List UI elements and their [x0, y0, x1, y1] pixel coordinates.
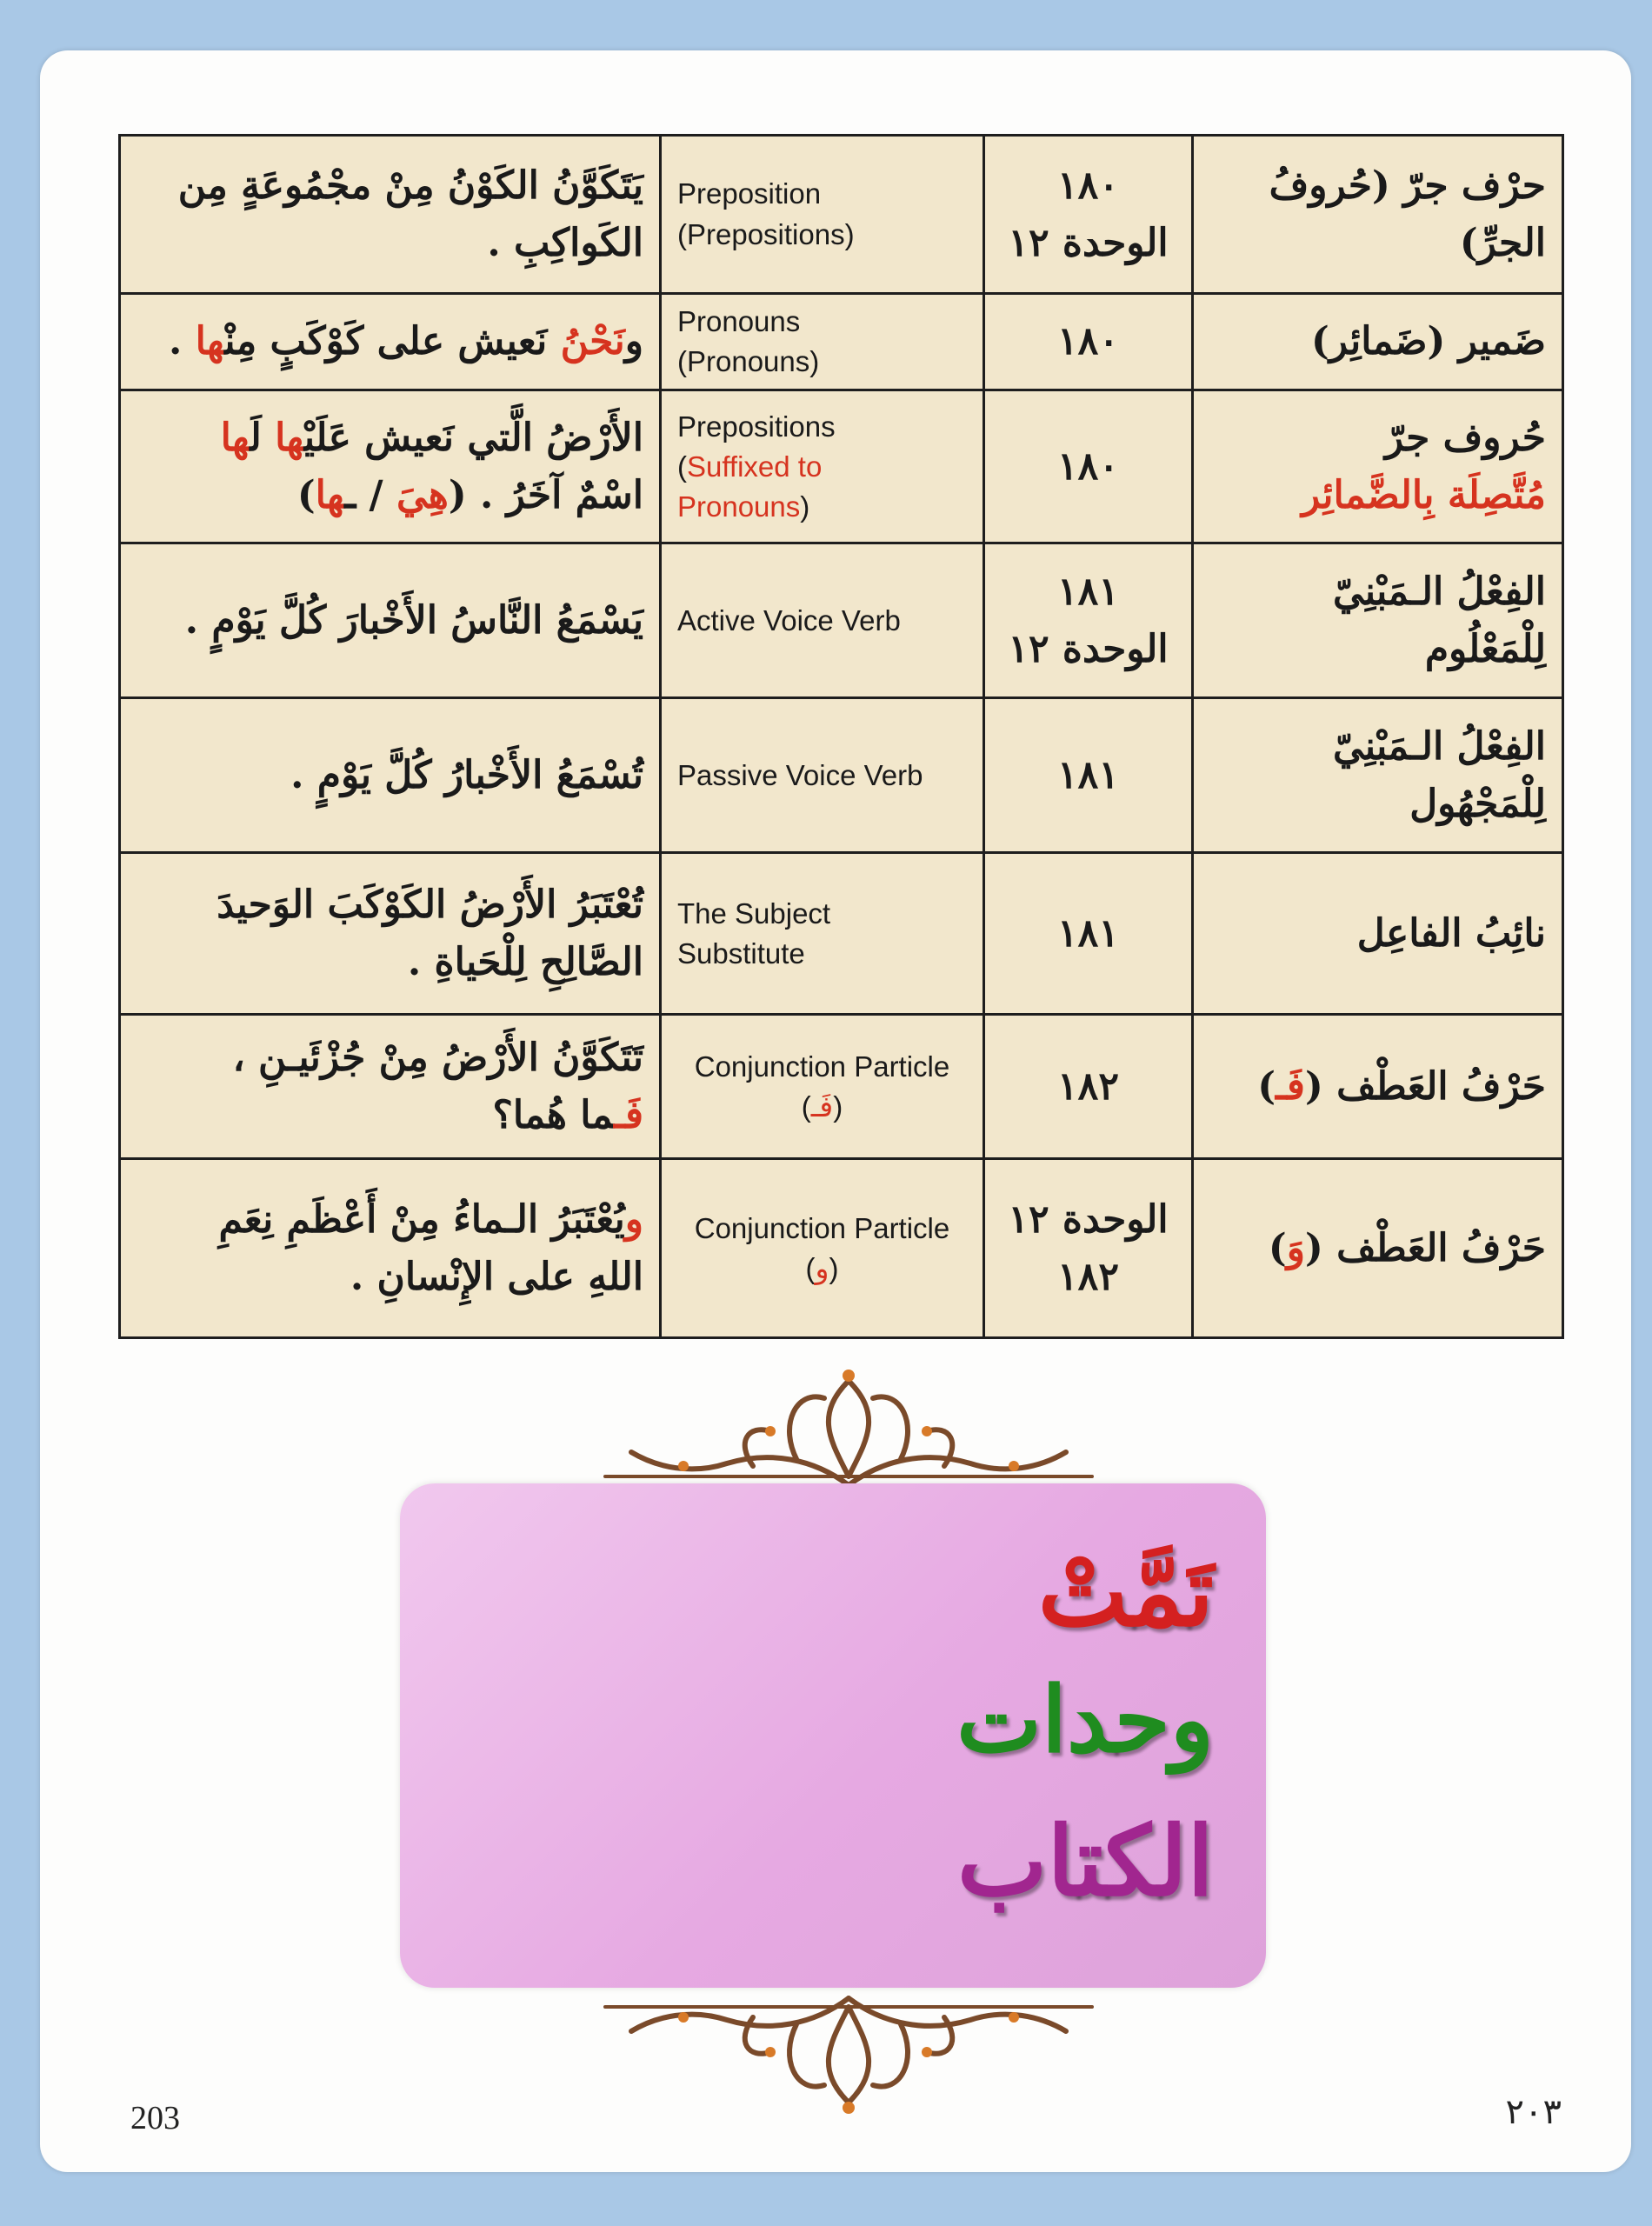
- banner-line-2: وحدات: [956, 1666, 1214, 1773]
- term-cell: الفِعْلُ الـمَبْنِيّ لِلْمَجْهُول: [1193, 698, 1563, 853]
- table-row: [120, 390, 1563, 543]
- english-cell: Conjunction Particle (فَـ): [661, 1015, 984, 1159]
- vocabulary-table: [118, 134, 1564, 1339]
- page-reference-cell: الوحدة ١٢ ١٨٢: [984, 1159, 1193, 1338]
- example-cell: تَتَكَوَّنُ الأَرْضُ مِنْ جُزْئَيـنِ ، فَـما هُما؟: [120, 1015, 661, 1159]
- page-reference-cell: ١٨٠: [984, 390, 1193, 543]
- example-cell: ونَحْنُ نَعيش على كَوْكَبٍ مِنْها .: [120, 294, 661, 390]
- term-cell: حَرْفُ العَطْف (وَ): [1193, 1159, 1563, 1338]
- table-row: [120, 543, 1563, 698]
- textbook-page: [40, 50, 1631, 2172]
- term-cell: الفِعْلُ الـمَبْنِيّ لِلْمَعْلُوم: [1193, 543, 1563, 698]
- page-number-arabic: ٢٠٣: [1505, 2092, 1562, 2132]
- bottom-ornament-icon: [596, 1989, 1101, 2129]
- example-cell: ويُعْتَبَرُ الـماءُ مِنْ أَعْظَمِ نِعَمِ اللهِ على الإِنْسانِ .: [120, 1159, 661, 1338]
- banner-line-3: الكتاب: [956, 1805, 1214, 1917]
- page-reference-cell: ١٨٠: [984, 294, 1193, 390]
- example-cell: الأَرْضُ الَّتي نَعيش عَلَيْها لَها اسْمٌ آخَرُ . (هِيَ / ـها): [120, 390, 661, 543]
- page-number-latin: 203: [130, 2100, 180, 2136]
- english-cell: Active Voice Verb: [661, 543, 984, 698]
- page-reference-cell: ١٨٠ الوحدة ١٢: [984, 136, 1193, 294]
- completion-banner: [400, 1483, 1266, 1988]
- page-reference-cell: ١٨١: [984, 853, 1193, 1015]
- table-row: [120, 1015, 1563, 1159]
- term-cell: حُروف جرّ مُتَّصِلَة بِالضَّمائِر: [1193, 390, 1563, 543]
- example-cell: تُعْتَبَرُ الأَرْضُ الكَوْكَبَ الوَحيدَ الصَّالِحِ لِلْحَياةِ .: [120, 853, 661, 1015]
- table-row: [120, 853, 1563, 1015]
- term-cell: حرْف جرّ (حُروفُ الجرِّ): [1193, 136, 1563, 294]
- english-cell: Passive Voice Verb: [661, 698, 984, 853]
- example-cell: تُسْمَعُ الأَخْبارُ كُلَّ يَوْمٍ .: [120, 698, 661, 853]
- page-reference-cell: ١٨١: [984, 698, 1193, 853]
- page-reference-cell: ١٨١ الوحدة ١٢: [984, 543, 1193, 698]
- term-cell: حَرْفُ العَطْف (فَـ): [1193, 1015, 1563, 1159]
- page-reference-cell: ١٨٢: [984, 1015, 1193, 1159]
- term-cell: ضَمير (ضَمائِر): [1193, 294, 1563, 390]
- example-cell: يَسْمَعُ النَّاسُ الأَخْبارَ كُلَّ يَوْمٍ .: [120, 543, 661, 698]
- top-ornament-icon: [596, 1355, 1101, 1494]
- english-cell: Preposition (Prepositions): [661, 136, 984, 294]
- table-row: [120, 294, 1563, 390]
- term-cell: نائِبُ الفاعِل: [1193, 853, 1563, 1015]
- table-row: [120, 136, 1563, 294]
- english-cell: The Subject Substitute: [661, 853, 984, 1015]
- english-cell: Pronouns (Pronouns): [661, 294, 984, 390]
- english-cell: Prepositions (Suffixed to Pronouns): [661, 390, 984, 543]
- english-cell: Conjunction Particle (و): [661, 1159, 984, 1338]
- banner-line-1: تَمَّتْ: [1037, 1536, 1214, 1648]
- table-row: [120, 698, 1563, 853]
- table-row: [120, 1159, 1563, 1338]
- example-cell: يَتَكَوَّنُ الكَوْنُ مِنْ مجْمُوعَةٍ مِن الكَواكِبِ .: [120, 136, 661, 294]
